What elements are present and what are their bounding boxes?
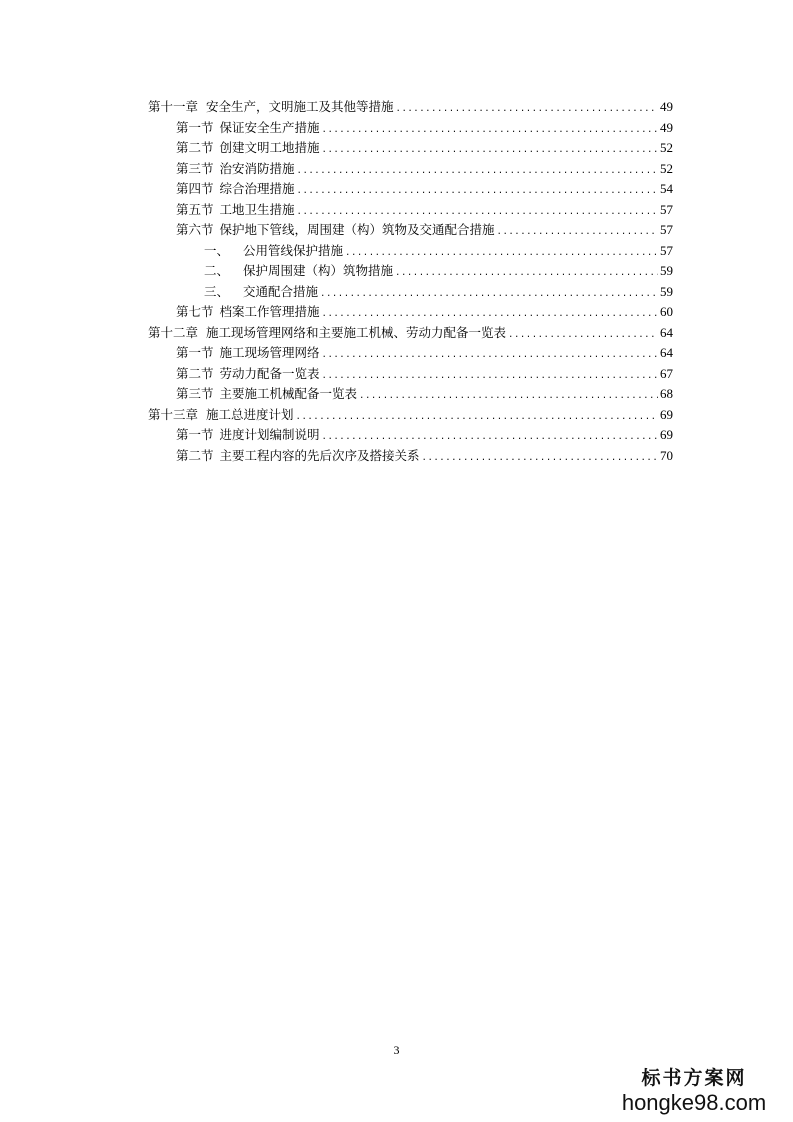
dot-leader bbox=[497, 222, 658, 243]
toc-entry-number: 第三节 bbox=[176, 160, 214, 176]
toc-entry-page: 54 bbox=[660, 181, 673, 196]
dot-leader bbox=[322, 120, 658, 141]
toc-entry-title bbox=[176, 446, 420, 467]
toc-entry[interactable] bbox=[148, 384, 673, 405]
toc-entry-page: 60 bbox=[660, 304, 673, 319]
toc-entry[interactable] bbox=[148, 220, 673, 241]
watermark bbox=[619, 1066, 769, 1116]
toc-entry-page: 59 bbox=[660, 283, 673, 299]
toc-entry-page: 68 bbox=[660, 386, 673, 401]
toc-entry-text: 主要施工机械配备一览表 bbox=[219, 386, 358, 401]
toc-entry[interactable] bbox=[148, 364, 673, 385]
toc-entry-number: 第一节 bbox=[176, 427, 214, 442]
toc-entry-title bbox=[176, 220, 495, 241]
toc-entry-text: 施工总进度计划 bbox=[206, 406, 294, 422]
toc-entry[interactable] bbox=[148, 343, 673, 364]
toc-entry-number: 第三节 bbox=[176, 386, 214, 401]
toc-entry-number: 第二节 bbox=[176, 140, 214, 155]
toc-entry[interactable] bbox=[148, 97, 673, 118]
toc-entry-number: 第一节 bbox=[176, 345, 214, 360]
toc-entry-title bbox=[176, 343, 320, 364]
toc-entry[interactable] bbox=[148, 282, 673, 303]
toc-entry-title bbox=[176, 159, 295, 180]
toc-entry-title bbox=[176, 179, 295, 200]
toc-entry-page: 64 bbox=[660, 324, 673, 340]
dot-leader bbox=[297, 202, 658, 223]
toc-entry[interactable] bbox=[148, 261, 673, 282]
toc-entry-page: 49 bbox=[660, 119, 673, 135]
toc-entry-page: 59 bbox=[660, 263, 673, 278]
toc-entry-text: 档案工作管理措施 bbox=[219, 304, 320, 319]
dot-leader bbox=[322, 427, 658, 448]
toc-entry-number: 第十一章 bbox=[148, 99, 199, 114]
page-number: 3 bbox=[393, 1043, 400, 1057]
watermark-brand: 标书方案网 bbox=[641, 1067, 747, 1089]
toc-entry-page: 64 bbox=[660, 345, 673, 360]
toc-entry-number: 第七节 bbox=[176, 304, 214, 319]
toc-entry-number: 第六节 bbox=[176, 222, 214, 237]
dot-leader bbox=[322, 140, 658, 161]
dot-leader bbox=[422, 448, 658, 469]
toc-entry[interactable] bbox=[148, 446, 673, 467]
toc-entry-page: 52 bbox=[660, 140, 673, 155]
toc-entry-title bbox=[176, 200, 295, 221]
toc-entry-number: 三、 bbox=[204, 283, 230, 299]
toc-entry-title bbox=[148, 323, 506, 344]
toc-entry-number: 第五节 bbox=[176, 201, 214, 217]
toc-entry-text: 治安消防措施 bbox=[219, 160, 295, 176]
toc-entry[interactable] bbox=[148, 159, 673, 180]
dot-leader bbox=[297, 181, 658, 202]
toc-entry-text: 主要工程内容的先后次序及搭接关系 bbox=[219, 447, 420, 463]
toc-entry[interactable] bbox=[148, 241, 673, 262]
dot-leader bbox=[322, 345, 658, 366]
toc-entry-title bbox=[204, 261, 393, 282]
toc-entry-title bbox=[176, 425, 320, 446]
toc-entry[interactable] bbox=[148, 179, 673, 200]
dot-leader bbox=[297, 161, 658, 182]
dot-leader bbox=[508, 325, 658, 346]
toc-entry-number: 第十二章 bbox=[148, 324, 199, 340]
toc-entry-number: 第二节 bbox=[176, 365, 214, 381]
toc-entry-title bbox=[176, 302, 320, 323]
toc-entry-page: 67 bbox=[660, 365, 673, 381]
toc-entry-page: 57 bbox=[660, 242, 673, 258]
toc-entry-text: 保护地下管线，周围建（构）筑物及交通配合措施 bbox=[219, 222, 495, 237]
toc-entry-title bbox=[148, 405, 294, 426]
toc-entry-title bbox=[148, 97, 394, 118]
toc-entry-text: 进度计划编制说明 bbox=[219, 427, 320, 442]
toc-entry[interactable] bbox=[148, 323, 673, 344]
watermark-url: hongke98.com bbox=[621, 1090, 767, 1115]
toc-entry[interactable] bbox=[148, 200, 673, 221]
toc-entry-page: 70 bbox=[660, 447, 673, 463]
toc-entry-page: 49 bbox=[660, 99, 673, 114]
dot-leader bbox=[320, 284, 658, 305]
dot-leader bbox=[345, 243, 658, 264]
toc-entry-number: 第二节 bbox=[176, 447, 214, 463]
table-of-contents bbox=[148, 97, 673, 466]
dot-leader bbox=[395, 263, 658, 284]
toc-entry-text: 劳动力配备一览表 bbox=[219, 365, 320, 381]
toc-entry-text: 创建文明工地措施 bbox=[219, 140, 320, 155]
toc-entry-page: 69 bbox=[660, 427, 673, 442]
toc-entry[interactable] bbox=[148, 425, 673, 446]
toc-entry-page: 57 bbox=[660, 201, 673, 217]
toc-entry[interactable] bbox=[148, 138, 673, 159]
toc-entry-text: 公用管线保护措施 bbox=[243, 242, 344, 258]
toc-entry-title bbox=[176, 364, 320, 385]
toc-entry-text: 保证安全生产措施 bbox=[219, 119, 320, 135]
toc-entry-page: 57 bbox=[660, 222, 673, 237]
toc-entry-number: 一、 bbox=[204, 242, 230, 258]
dot-leader bbox=[296, 407, 658, 428]
toc-entry-number: 二、 bbox=[204, 263, 230, 278]
toc-entry-title bbox=[204, 241, 343, 262]
toc-entry[interactable] bbox=[148, 302, 673, 323]
toc-entry-title bbox=[176, 138, 320, 159]
dot-leader bbox=[322, 304, 658, 325]
dot-leader bbox=[322, 366, 658, 387]
toc-entry-number: 第十三章 bbox=[148, 406, 199, 422]
toc-entry-text: 施工现场管理网络 bbox=[219, 345, 320, 360]
toc-entry-number: 第一节 bbox=[176, 119, 214, 135]
toc-entry[interactable] bbox=[148, 118, 673, 139]
toc-entry-title bbox=[176, 118, 320, 139]
toc-entry-text: 综合治理措施 bbox=[219, 181, 295, 196]
toc-entry-page: 69 bbox=[660, 406, 673, 422]
toc-entry[interactable] bbox=[148, 405, 673, 426]
toc-entry-page: 52 bbox=[660, 160, 673, 176]
dot-leader bbox=[359, 386, 658, 407]
dot-leader bbox=[396, 99, 658, 120]
toc-entry-text: 保护周围建（构）筑物措施 bbox=[243, 263, 394, 278]
toc-entry-text: 安全生产，文明施工及其他等措施 bbox=[206, 99, 394, 114]
toc-entry-title bbox=[176, 384, 357, 405]
toc-entry-text: 施工现场管理网络和主要施工机械、劳动力配备一览表 bbox=[206, 324, 507, 340]
toc-entry-text: 工地卫生措施 bbox=[219, 201, 295, 217]
toc-entry-number: 第四节 bbox=[176, 181, 214, 196]
toc-entry-title bbox=[204, 282, 318, 303]
toc-entry-text: 交通配合措施 bbox=[243, 283, 319, 299]
